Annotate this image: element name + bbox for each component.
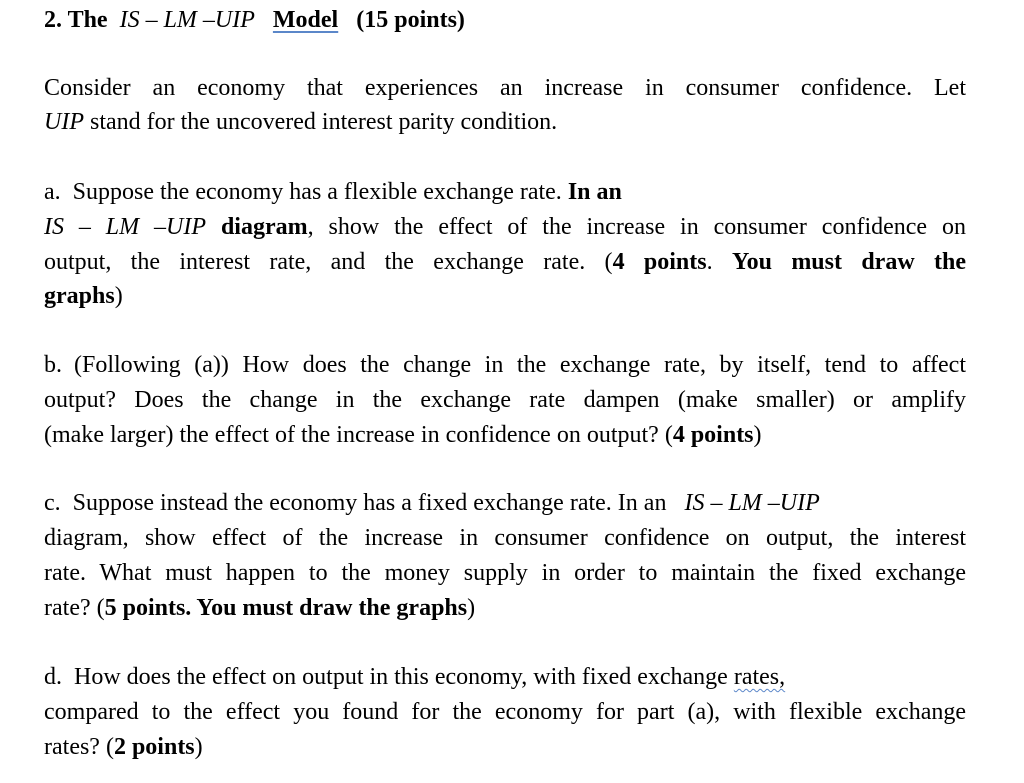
part-b-line-1-text: (Following (a)) How does the change in the exchange rate, by itself, tend to affect — [74, 352, 966, 378]
model-word: Model — [272, 7, 339, 33]
uip-term: UIP — [44, 109, 84, 135]
part-d-rates-word: rates, — [733, 664, 786, 690]
part-d-line-2: compared to the effect you found for the economy for part (a), with flexible exchange — [44, 699, 966, 725]
part-a-label: a. — [44, 179, 61, 205]
intro-line-2 — [44, 105, 966, 139]
part-b-line-3-end: ) — [753, 422, 762, 448]
part-b-line-2: output? Does the change in the exchange rate dampen (make smaller) or amplify — [44, 387, 966, 413]
part-b-line-1 — [44, 348, 966, 382]
intro-line-1: Consider an economy that experiences an increase in consumer confidence. Let — [44, 75, 966, 101]
part-a-line-3-mid: . — [706, 249, 732, 275]
part-c-line-1 — [44, 486, 966, 520]
part-c-line-4-end: ) — [467, 595, 476, 621]
part-c-label: c. — [44, 490, 61, 516]
question-heading — [44, 3, 966, 37]
part-a-diagram-word: diagram — [220, 214, 308, 240]
part-a-must-draw: You must draw the — [731, 249, 966, 275]
part-d-label: d. — [44, 664, 62, 690]
part-a-graphs-word: graphs — [44, 283, 115, 309]
part-a-line-4 — [44, 279, 966, 313]
part-c-line-4 — [44, 591, 966, 625]
model-name: IS – LM –UIP — [119, 7, 255, 33]
question-points: (15 points) — [356, 7, 465, 33]
part-c-line-1-text: Suppose instead the economy has a fixed exchange rate. In an — [72, 490, 667, 516]
part-a-line-2 — [44, 210, 966, 244]
part-a-line-1-bold: In an — [567, 179, 622, 205]
part-b-line-3 — [44, 418, 966, 452]
part-d-points: 2 points — [113, 734, 195, 760]
part-d-line-1 — [44, 660, 966, 694]
part-a-points: 4 points — [612, 249, 707, 275]
part-d-line-3-end: ) — [194, 734, 203, 760]
part-d-line-3 — [44, 730, 966, 764]
part-a-line-3 — [44, 245, 966, 279]
part-c-points: 5 points. You must draw the graphs — [104, 595, 468, 621]
question-number: 2. The — [44, 7, 108, 33]
part-a-model-name: IS – LM –UIP — [44, 214, 207, 240]
part-c-line-3: rate. What must happen to the money supply in order to maintain the fixed exchange — [44, 560, 966, 586]
part-c-line-2: diagram, show effect of the increase in consumer confidence on output, the interest — [44, 525, 966, 551]
part-a-line-3-text: output, the interest rate, and the exchange rate. ( — [44, 249, 613, 275]
part-c-model-name: IS – LM –UIP — [684, 490, 820, 516]
part-d-line-3-text: rates? ( — [44, 734, 114, 760]
intro-line-2-text: stand for the uncovered interest parity condition. — [89, 109, 558, 135]
part-b-points: 4 points — [672, 422, 754, 448]
part-b-label: b. — [44, 352, 62, 378]
part-b-line-3-text: (make larger) the effect of the increase in confidence on output? ( — [44, 422, 673, 448]
part-a-line-1 — [44, 175, 966, 209]
part-c-line-4-text: rate? ( — [44, 595, 105, 621]
part-a-line-4-end: ) — [114, 283, 123, 309]
part-a-line-2-text: , show the effect of the increase in consumer confidence on — [307, 214, 966, 240]
part-d-line-1-text: How does the effect on output in this economy, with fixed exchange — [74, 664, 728, 690]
part-a-line-1-text: Suppose the economy has a flexible exchange rate. — [72, 179, 562, 205]
